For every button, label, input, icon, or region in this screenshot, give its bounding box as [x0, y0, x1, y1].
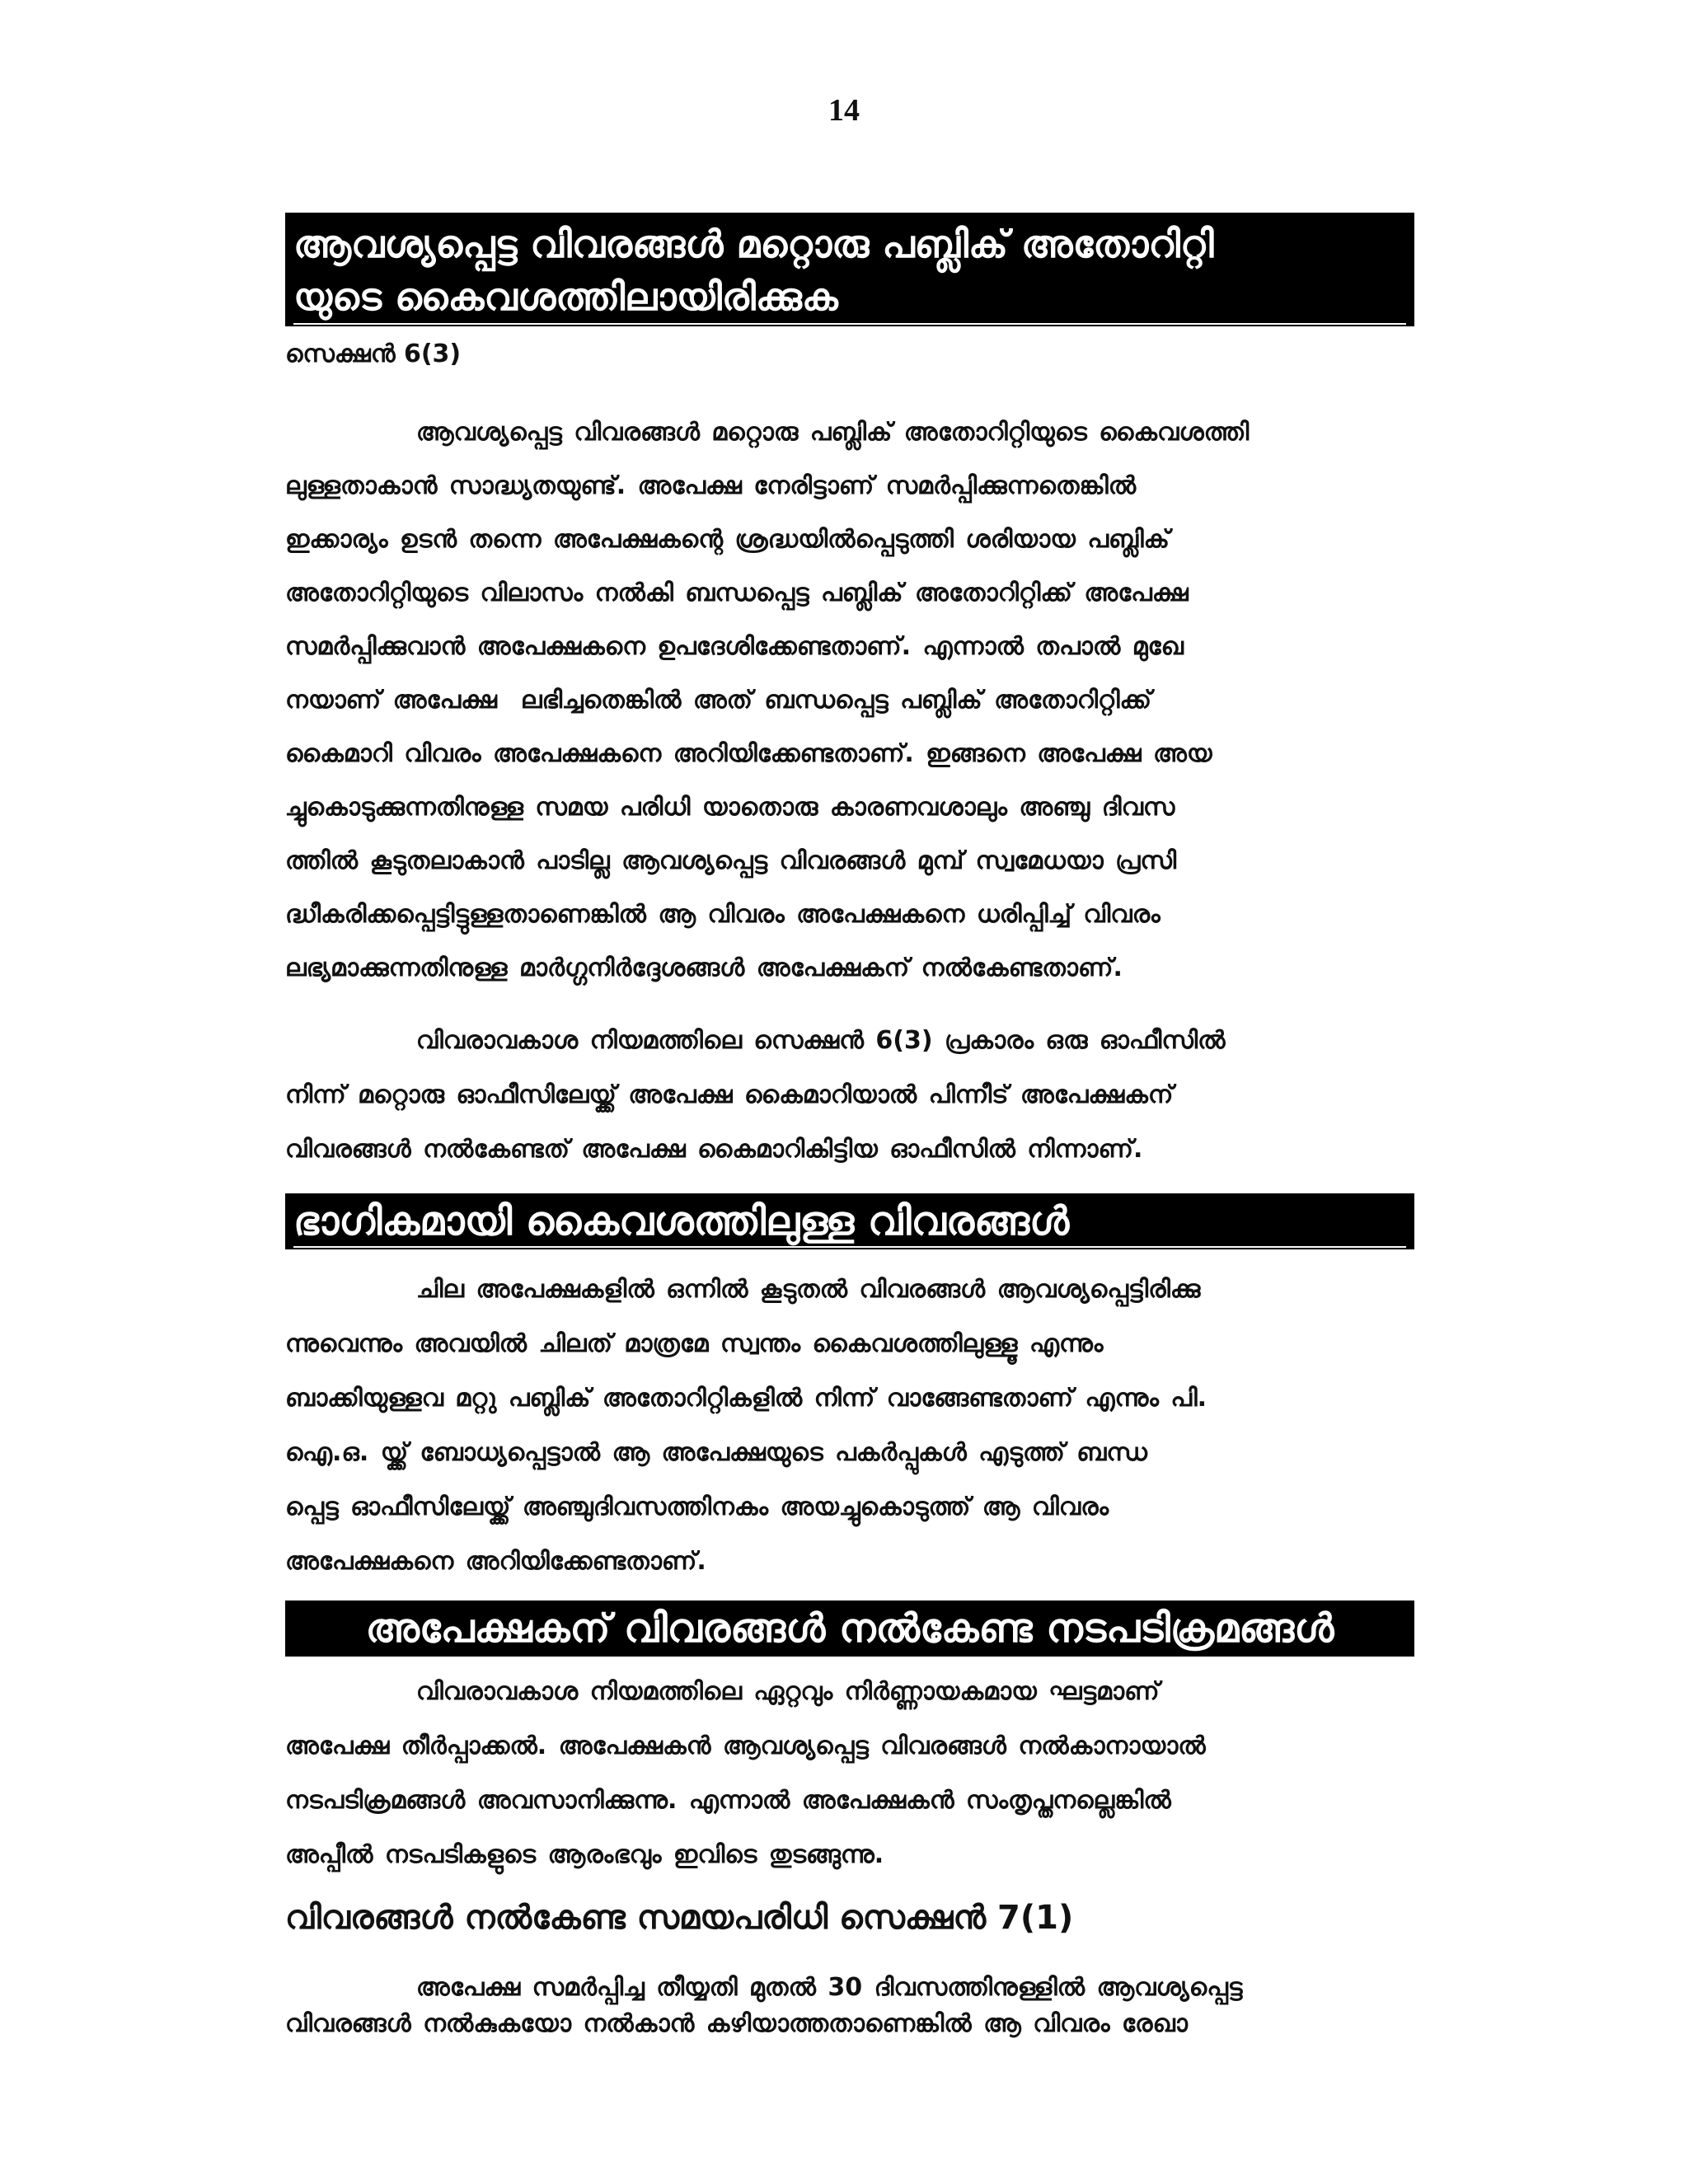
text-line: ഐ.ഒ. യ്ക്ക് ബോധ്യപ്പെട്ടാൽ ആ അപേക്ഷയുടെ പകർപ്പുകൾ എടുത്ത് ബന്ധ — [285, 1438, 1147, 1467]
text-line: വിവരാവകാശ നിയമത്തിലെ ഏറ്റവും നിർണ്ണായകമായ ഘട്ടമാണ് — [285, 1677, 1160, 1706]
section-heading-line-2 — [293, 270, 1406, 325]
text-line: വിവരങ്ങൾ നൽകുകയോ നൽകാൻ കഴിയാത്തതാണെങ്കിൽ ആ വിവരം രേഖാ — [285, 2009, 1188, 2038]
section-heading-text: ഭാഗികമായി കൈവശത്തിലുള്ള വിവരങ്ങൾ — [293, 1197, 1406, 1248]
section-heading-documents-with-other-authority — [285, 213, 1414, 326]
text-line: ഇക്കാര്യം ഉടൻ തന്നെ അപേക്ഷകന്റെ ശ്രദ്ധയിൽപ്പെടുത്തി ശരിയായ പബ്ലിക് — [285, 525, 1170, 554]
text-line: ന്നുവെന്നും അവയിൽ ചിലത് മാത്രമേ സ്വന്തം കൈവശത്തിലുള്ളൂ എന്നും — [285, 1329, 1104, 1358]
text-line: വിവരാവകാശ നിയമത്തിലെ സെക്ഷൻ 6(3) പ്രകാരം ഒരു ഓഫീസിൽ — [285, 1026, 1226, 1055]
text-line: അതോറിറ്റിയുടെ വിലാസം നൽകി ബന്ധപ്പെട്ട പബ്ലിക് അതോറിറ്റിക്ക് അപേക്ഷ — [285, 579, 1189, 607]
text-line: ലുള്ളതാകാൻ സാദ്ധ്യതയുണ്ട്. അപേക്ഷ നേരിട്ടാണ് സമർപ്പിക്കുന്നതെങ്കിൽ — [285, 471, 1137, 500]
text-line: അപേക്ഷ സമർപ്പിച്ച തീയ്യതി മുതൽ 30 ദിവസത്തിനുള്ളിൽ ആവശ്യപ്പെട്ട — [285, 1973, 1243, 2002]
paragraph-section-6-3 — [285, 1014, 1414, 1177]
section-heading-partially-held-information — [285, 1193, 1414, 1249]
text-line: അപ്പീൽ നടപടികളുടെ ആരംഭവും ഇവിടെ തുടങ്ങുന്നു. — [285, 1840, 884, 1869]
text-line: അപേക്ഷകനെ അറിയിക്കേണ്ടതാണ്. — [285, 1547, 706, 1576]
text-line: ദ്ധീകരിക്കപ്പെട്ടിട്ടുള്ളതാണെങ്കിൽ ആ വിവരം അപേക്ഷകനെ ധരിപ്പിച്ച് വിവരം — [285, 900, 1160, 929]
section-heading-line-1: ആവശ്യപ്പെട്ട വിവരങ്ങൾ മറ്റൊരു പബ്ലിക് അതോറിറ്റി — [293, 222, 1214, 266]
section-reference: സെക്ഷൻ 6(3) — [285, 340, 462, 368]
paragraph-procedures — [285, 1665, 1414, 1882]
text-line: ചില അപേക്ഷകളിൽ ഒന്നിൽ കൂടുതൽ വിവരങ്ങൾ ആവശ്യപ്പെട്ടിരിക്കു — [285, 1275, 1201, 1304]
page-number: 14 — [828, 93, 860, 128]
paragraph-transfer-application — [285, 405, 1414, 995]
paragraph-partial-information — [285, 1263, 1414, 1589]
section-heading-procedures — [285, 1601, 1414, 1657]
text-line: നിന്ന് മറ്റൊരു ഓഫീസിലേയ്ക്ക് അപേക്ഷ കൈമാറിയാൽ പിന്നീട് അപേക്ഷകന് — [285, 1080, 1174, 1109]
text-line: പ്പെട്ട ഓഫീസിലേയ്ക്ക് അഞ്ചുദിവസത്തിനകം അയച്ചുകൊടുത്ത് ആ വിവരം — [285, 1493, 1109, 1521]
text-line: ച്ചുകൊടുക്കുന്നതിനുള്ള സമയ പരിധി യാതൊരു കാരണവശാലും അഞ്ചു ദിവസ — [285, 793, 1175, 822]
text-line: ആവശ്യപ്പെട്ട വിവരങ്ങൾ മറ്റൊരു പബ്ലിക് അതോറിറ്റിയുടെ കൈവശത്തി — [285, 418, 1250, 447]
text-line: അപേക്ഷ തീർപ്പാക്കൽ. അപേക്ഷകൻ ആവശ്യപ്പെട്ട വിവരങ്ങൾ നൽകാനായാൽ — [285, 1732, 1206, 1760]
text-line: ലഭ്യമാക്കുന്നതിനുള്ള മാർഗ്ഗനിർദ്ദേശങ്ങൾ അപേക്ഷകന് നൽകേണ്ടതാണ്. — [285, 954, 1123, 982]
paragraph-time-limit — [285, 1970, 1414, 2042]
text-line: വിവരങ്ങൾ നൽകേണ്ടത് അപേക്ഷ കൈമാറികിട്ടിയ ഓഫീസിൽ നിന്നാണ്. — [285, 1135, 1143, 1164]
text-line: ത്തിൽ കൂടുതലാകാൻ പാടില്ല ആവശ്യപ്പെട്ട വിവരങ്ങൾ മുമ്പ് സ്വമേധയാ പ്രസി — [285, 846, 1177, 875]
text-line: ബാക്കിയുള്ളവ മറ്റു പബ്ലിക് അതോറിറ്റികളിൽ നിന്ന് വാങ്ങേണ്ടതാണ് എന്നും പി. — [285, 1384, 1207, 1413]
text-line: സമർപ്പിക്കുവാൻ അപേക്ഷകനെ ഉപദേശിക്കേണ്ടതാണ്. എന്നാൽ തപാൽ മുഖേ — [285, 632, 1184, 661]
section-heading-text: അപേക്ഷകന് വിവരങ്ങൾ നൽകേണ്ട നടപടിക്രമങ്ങൾ — [365, 1605, 1334, 1652]
text-line: നടപടിക്രമങ്ങൾ അവസാനിക്കുന്നു. എന്നാൽ അപേക്ഷകൻ സംതൃപ്തനല്ലെങ്കിൽ — [285, 1786, 1171, 1815]
section-heading-line-2-text: യുടെ കൈവശത്തിലായിരിക്കുക — [293, 270, 1406, 325]
subheading-time-limit: വിവരങ്ങൾ നൽകേണ്ട സമയപരിധി സെക്ഷൻ 7(1) — [285, 1899, 1074, 1937]
text-line: നയാണ് അപേക്ഷ ലഭിച്ചതെങ്കിൽ അത് ബന്ധപ്പെട്ട പബ്ലിക് അതോറിറ്റിക്ക് — [285, 686, 1151, 715]
text-line: കൈമാറി വിവരം അപേക്ഷകനെ അറിയിക്കേണ്ടതാണ്. ഇങ്ങനെ അപേക്ഷ അയ — [285, 739, 1212, 768]
